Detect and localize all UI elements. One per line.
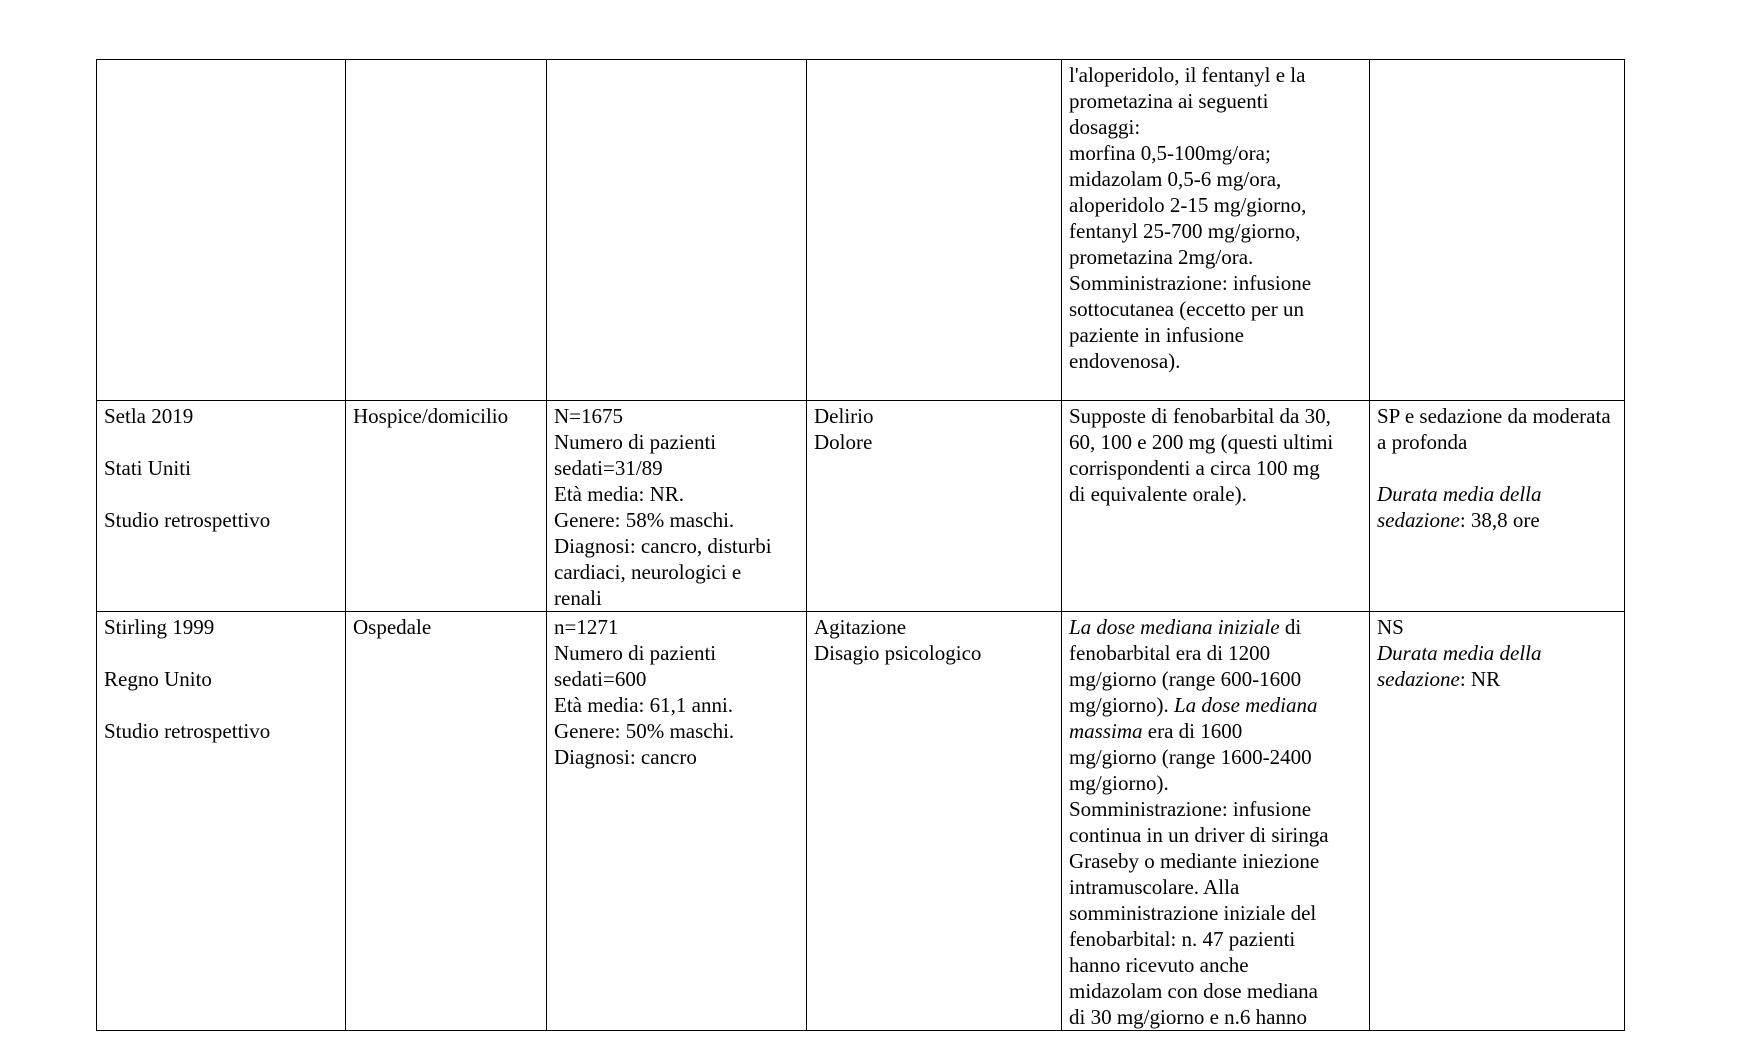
population-cell — [547, 612, 807, 1031]
text-line: hanno ricevuto anche — [1069, 953, 1249, 977]
italic-text: massima — [1069, 719, 1143, 743]
text-line: Supposte di fenobarbital da 30, — [1069, 404, 1331, 428]
duration-line — [1377, 666, 1617, 692]
text-line — [1069, 614, 1362, 640]
intervention-cell — [1062, 60, 1370, 401]
study-author-year: Stirling 1999 — [104, 615, 215, 639]
setting-text: Ospedale — [353, 615, 432, 639]
text-line: Graseby o mediante iniezione — [1069, 849, 1320, 873]
text-line — [1069, 692, 1362, 718]
symptoms-cell — [807, 612, 1062, 1031]
text-line: Diagnosi: cancro, disturbi — [554, 534, 772, 558]
italic-text: La dose mediana — [1174, 693, 1318, 717]
study-country: Stati Uniti — [104, 456, 191, 480]
text-line: intramuscolare. Alla — [1069, 875, 1240, 899]
text-line: fenobarbital: n. 47 pazienti — [1069, 927, 1296, 951]
study-country: Regno Unito — [104, 667, 212, 691]
text-line — [1069, 718, 1362, 744]
population-cell — [547, 60, 807, 401]
text-line: renali — [554, 586, 602, 610]
text-line: continua in un driver di siringa — [1069, 823, 1329, 847]
symptoms-cell — [807, 401, 1062, 612]
text-line: paziente in infusione — [1069, 323, 1244, 347]
text-line: di 30 mg/giorno e n.6 hanno — [1069, 1005, 1307, 1029]
text-line: endovenosa). — [1069, 349, 1181, 373]
study-cell — [97, 401, 346, 612]
text-line: fentanyl 25-700 mg/giorno, — [1069, 219, 1301, 243]
text-line: Numero di pazienti — [554, 641, 717, 665]
text-line: Dolore — [814, 430, 873, 454]
table-row-continuation — [97, 60, 1625, 401]
study-design: Studio retrospettivo — [104, 508, 271, 532]
text-line: cardiaci, neurologici e — [554, 560, 742, 584]
duration-label-italic: Durata media della — [1377, 641, 1542, 665]
text-line: Disagio psicologico — [814, 641, 982, 665]
text-line: Età media: NR. — [554, 482, 685, 506]
text-line: Agitazione — [814, 615, 907, 639]
symptoms-cell — [807, 60, 1062, 401]
study-design: Studio retrospettivo — [104, 719, 271, 743]
setting-cell — [346, 60, 547, 401]
duration-value: : 38,8 ore — [1459, 508, 1540, 532]
duration-label-italic: sedazione — [1377, 508, 1460, 532]
text-line: somministrazione iniziale del — [1069, 901, 1317, 925]
text-line: corrispondenti a circa 100 mg — [1069, 456, 1320, 480]
plain-text: era di 1600 — [1142, 719, 1243, 743]
intervention-cell — [1062, 401, 1370, 612]
text-line: fenobarbital era di 1200 — [1069, 641, 1271, 665]
text-line: mg/giorno (range 1600-2400 — [1069, 745, 1312, 769]
text-line: midazolam con dose mediana — [1069, 979, 1318, 1003]
text-line: Genere: 58% maschi. — [554, 508, 735, 532]
text-line: Somministrazione: infusione — [1069, 271, 1312, 295]
text-line: aloperidolo 2-15 mg/giorno, — [1069, 193, 1307, 217]
duration-line — [1377, 507, 1617, 533]
text-line: N=1675 — [554, 404, 624, 428]
duration-label-italic: sedazione — [1377, 667, 1460, 691]
text-line: Numero di pazienti — [554, 430, 717, 454]
text-line: midazolam 0,5-6 mg/ora, — [1069, 167, 1282, 191]
duration-label — [1377, 481, 1617, 507]
duration-value: : NR — [1459, 667, 1501, 691]
duration-label — [1377, 640, 1617, 666]
text-line: Età media: 61,1 anni. — [554, 693, 734, 717]
text-line: mg/giorno (range 600-1600 — [1069, 667, 1302, 691]
text-line: di equivalente orale). — [1069, 482, 1247, 506]
text-line: Genere: 50% maschi. — [554, 719, 735, 743]
study-cell — [97, 60, 346, 401]
outcome-cell — [1370, 60, 1625, 401]
text-line: prometazina ai seguenti — [1069, 89, 1269, 113]
text-line: NS — [1377, 615, 1404, 639]
text-line: Delirio — [814, 404, 874, 428]
outcome-cell — [1370, 401, 1625, 612]
evidence-table — [96, 59, 1625, 1031]
text-line: n=1271 — [554, 615, 619, 639]
text-line: Diagnosi: cancro — [554, 745, 697, 769]
text-line: 60, 100 e 200 mg (questi ultimi — [1069, 430, 1334, 454]
duration-label-italic: Durata media della — [1377, 482, 1542, 506]
study-author-year: Setla 2019 — [104, 404, 194, 428]
text-line: mg/giorno). — [1069, 771, 1169, 795]
text-line: morfina 0,5-100mg/ora; — [1069, 141, 1271, 165]
setting-text: Hospice/domicilio — [353, 404, 509, 428]
population-cell — [547, 401, 807, 612]
text-line: SP e sedazione da moderata — [1377, 404, 1611, 428]
text-line: prometazina 2mg/ora. — [1069, 245, 1254, 269]
setting-cell — [346, 401, 547, 612]
text-line: sedati=600 — [554, 667, 647, 691]
plain-text: di — [1279, 615, 1302, 639]
outcome-cell — [1370, 612, 1625, 1031]
study-cell — [97, 612, 346, 1031]
text-line: dosaggi: — [1069, 115, 1141, 139]
text-line: l'aloperidolo, il fentanyl e la — [1069, 63, 1306, 87]
table-row-setla — [97, 401, 1625, 612]
setting-cell — [346, 612, 547, 1031]
intervention-cell — [1062, 612, 1370, 1031]
plain-text: mg/giorno). — [1069, 693, 1174, 717]
table-row-stirling — [97, 612, 1625, 1031]
text-line: sottocutanea (eccetto per un — [1069, 297, 1304, 321]
italic-text: La dose mediana iniziale — [1069, 615, 1280, 639]
text-line: Somministrazione: infusione — [1069, 797, 1312, 821]
text-line: a profonda — [1377, 430, 1468, 454]
text-line: sedati=31/89 — [554, 456, 663, 480]
